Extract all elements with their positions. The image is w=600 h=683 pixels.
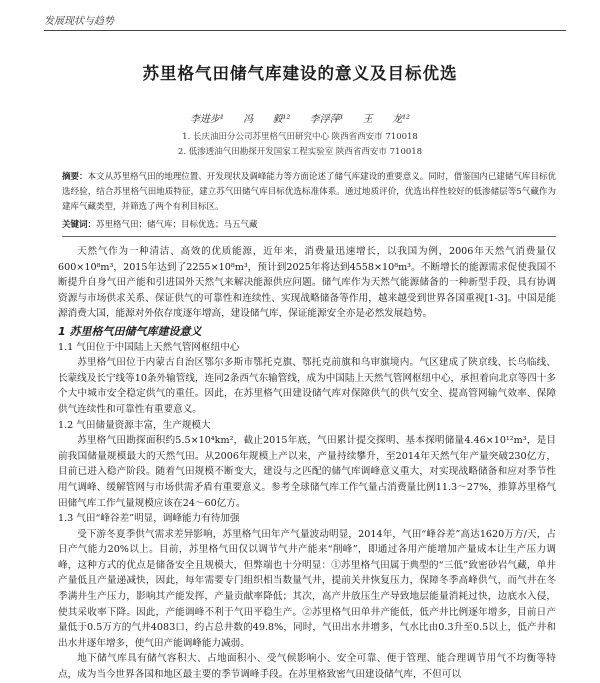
- abstract-label: 摘要：: [62, 172, 88, 182]
- subsection-heading-1-1: 1.1 气田位于中国陆上天然气管网枢纽中心: [58, 341, 240, 353]
- abstract-rule: [62, 236, 556, 237]
- subsection-heading-1-3: 1.3 气田“峰谷差”明显，调峰能力有待加强: [58, 513, 240, 525]
- keywords-text: 苏里格气田；储气库；目标优选；马五气藏: [96, 220, 258, 230]
- subsection-heading-1-2: 1.2 气田储量资源丰富，生产规模大: [58, 419, 211, 431]
- section-heading-1: 1 苏里格气田储气库建设意义: [58, 324, 202, 338]
- paragraph-1-4: 地下储气库具有储气容积大、占地面积小、受气候影响小、安全可靠、便于管理、能合理调节用气不均衡等特点，成为当今世界各国和地区最主要的季节调峰手段。在苏里格致密气田建设储气库，不但可以: [58, 653, 556, 681]
- paragraph-1-3: 受下游冬夏季供气需求差异影响，苏里格气田年产气量波动明显，2014年，气田“峰谷差”高达1620万方/天，占日产气能力20%以上。目前，苏里格气田仅以调节气井产能来“削峰”，即通过各用产能增加产量成本让生产压力调峰，这种方式的优点是储备安全且规模大，但弊端也十分明显：①苏里格气田属于典型的“三低”致密砂岩气藏，单井产量低且产量递减快，因此，每年需要专门组织相当数量气井，提前关井恢复压力，保障冬季高峰供气，而气井在冬季满井生产压力，影响其产能发挥，产量贡献率降低；其次，高产井放压生产导致地层能量消耗过快，边底水入侵，使其采收率下降。因此，产能调峰不利于气田平稳生产。②苏里格气田单井产能低，低产井比例逐年增多，目前日产量低于0.5万方的气井4083口，约占总井数的49.8%，同时，气田出水井增多，气水比由0.3升至0.5以上，低产井和出水井逐年增多，使气田产能调峰能力减弱。: [58, 528, 556, 649]
- intro-paragraph: 天然气作为一种清洁、高效的优质能源，近年来，消费量迅速增长，以我国为例，2006年天然气消费量仅600×10⁸m³，2015年达到了2255×10⁸m³，预计到2025年将达到4558×10⁸m³。不断增长的能源需求促使我国不断提升自身气田产能和引进国外天然气来解决能源供应问题。储气库作为天然气能源储备的一种新型手段，具有协调资源与市场供求关系、保证供气的可靠性和连续性、实现战略储备等作用，越来越受到世界各国重视[1-3]。中国是能源消费大国，能源对外依存度逐年增高，建设储气库，保证能源安全亦是必然发展趋势。: [58, 246, 556, 320]
- keywords-label: 关键词：: [62, 220, 97, 230]
- paragraph-1-2: 苏里格气田勘探面积约5.5×10⁴km²，截止2015年底，气田累计提交探明、基本探明储量4.46×10¹²m³，是目前我国储量规模最大的天然气田。从2006年规模上产以来，产量持续攀升，至2014年天然气年产量突破230亿方，目前已进入稳产阶段。随着气田规模不断变大，建设与之匹配的储气库调峰意义重大，对实现战略储备和应对季节性用气调峰、缓解管网与市场供需矛盾有重要意义。参考全球储气库工作气量占消费量比例11.3～27%，推算苏里格气田储气库工作气量规模应该在24～60亿方。: [58, 435, 556, 509]
- running-header: 发展现状与趋势: [44, 16, 114, 27]
- abstract-text: 本文从苏里格气田的地理位置、开发现状及调峰能力等方面论述了储气库建设的重要意义。同时，借鉴国内已建储气库目标优选经验，结合苏里格气田地质特征，建立苏气田储气库目标优选标准体系。通过地质评价，优选出样性较好的低渗储层等5气藏作为建库气藏类型，并筛选了两个有利目标区。: [62, 172, 556, 212]
- article-title: 苏里格气田储气库建设的意义及目标优选: [142, 64, 458, 83]
- keywords: [62, 218, 556, 230]
- authors: 李进步¹ 冯 毅¹² 李浮萍¹ 王 龙¹²: [190, 114, 410, 125]
- header-rule: [44, 30, 566, 31]
- affiliation-1: 1. 长庆油田分公司苏里格气田研究中心 陕西省西安市 710018: [182, 132, 418, 142]
- article-body: [58, 244, 556, 683]
- paragraph-1-1: 苏里格气田位于内蒙古自治区鄂尔多斯市鄂托克旗、鄂托克前旗和乌审旗境内。气区建成了陕京线、长乌临线、长蒙线及长宁线等10条外输管线，连同2条西气东输管线，成为中国陆上天然气管网枢纽中心，承担着向北京等四十多个大中城市安全稳定供气的重任。因此，在苏里格气田建设储气库对保障供气的供气安全、提高管网输气效率、保障供气连续性和可靠性有重要意义。: [58, 357, 556, 415]
- affiliation-2: 2. 低渗透油气田勘探开发国家工程实验室 陕西省西安市 710018: [177, 147, 423, 157]
- abstract: [62, 170, 556, 215]
